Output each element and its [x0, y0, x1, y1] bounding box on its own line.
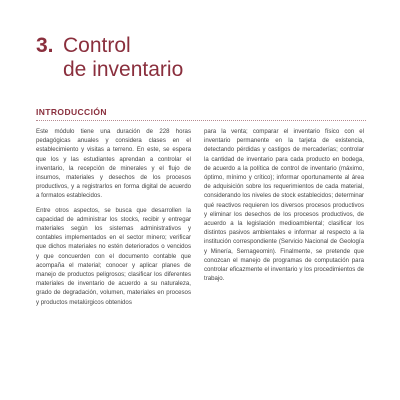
left-column	[36, 127, 191, 312]
paragraph: para la venta; comparar el inventario físico con el inventario permanente en la tarjeta de existencia, detectando pérdidas y castigos de mercaderías; controlar la cantidad de inventario para cada producto en bodega, de acuerdo a la política de control de inventario (máximo, óptimo, mínimo y crítico); informar oportunamente al área de adquisición sobre los requerimientos de cada material, considerando los niveles de stock establecidos; determinar qué reactivos requieren los diversos procesos productivos y eliminar los desechos de los procesos productivos, de acuerdo a la legislación medioambiental; clasificar los distintos pasivos ambientales e informar al respecto a la institución correspondiente (Servicio Nacional de Geología y Minería, Sernageomin). Finalmente, se pretende que conozcan el manejo de programas de computación para controlar eficazmente el inventario y los procedimientos de trabajo.	[204, 128, 364, 283]
chapter-title-line2: de inventario	[63, 58, 184, 81]
section-heading: INTRODUCCIÓN	[36, 107, 107, 117]
chapter-title	[36, 34, 183, 82]
chapter-number: 3.	[36, 34, 54, 57]
right-column	[204, 127, 364, 288]
paragraph: Entre otros aspectos, se busca que desarrollen la capacidad de administrar los stocks, recibir y entregar materiales según los sistemas administrativos y contables implementados en el sector minero; verificar que dichos materiales no estén deteriorados o vencidos y que concuerden con el documento contable que acompaña el material; conocer y aplicar planes de manejo de productos peligrosos; clasificar los diferentes materiales de inventario de acuerdo a su naturaleza, grado de degradación, volumen, materiales en procesos y productos metalúrgicos obtenidos	[36, 206, 191, 306]
section-divider	[36, 120, 366, 121]
paragraph: Este módulo tiene una duración de 228 horas pedagógicas anuales y considera clases en el establecimiento y visitas a terreno. En este, se espera que los y las estudiantes aprendan a controlar el inventario, la recepción de minerales y el flujo de insumos, materiales y desechos de los procesos productivos, y a registrarlos en forma digital de acuerdo a formatos establecidos.	[36, 128, 191, 200]
chapter-title-line1: Control	[63, 34, 131, 57]
